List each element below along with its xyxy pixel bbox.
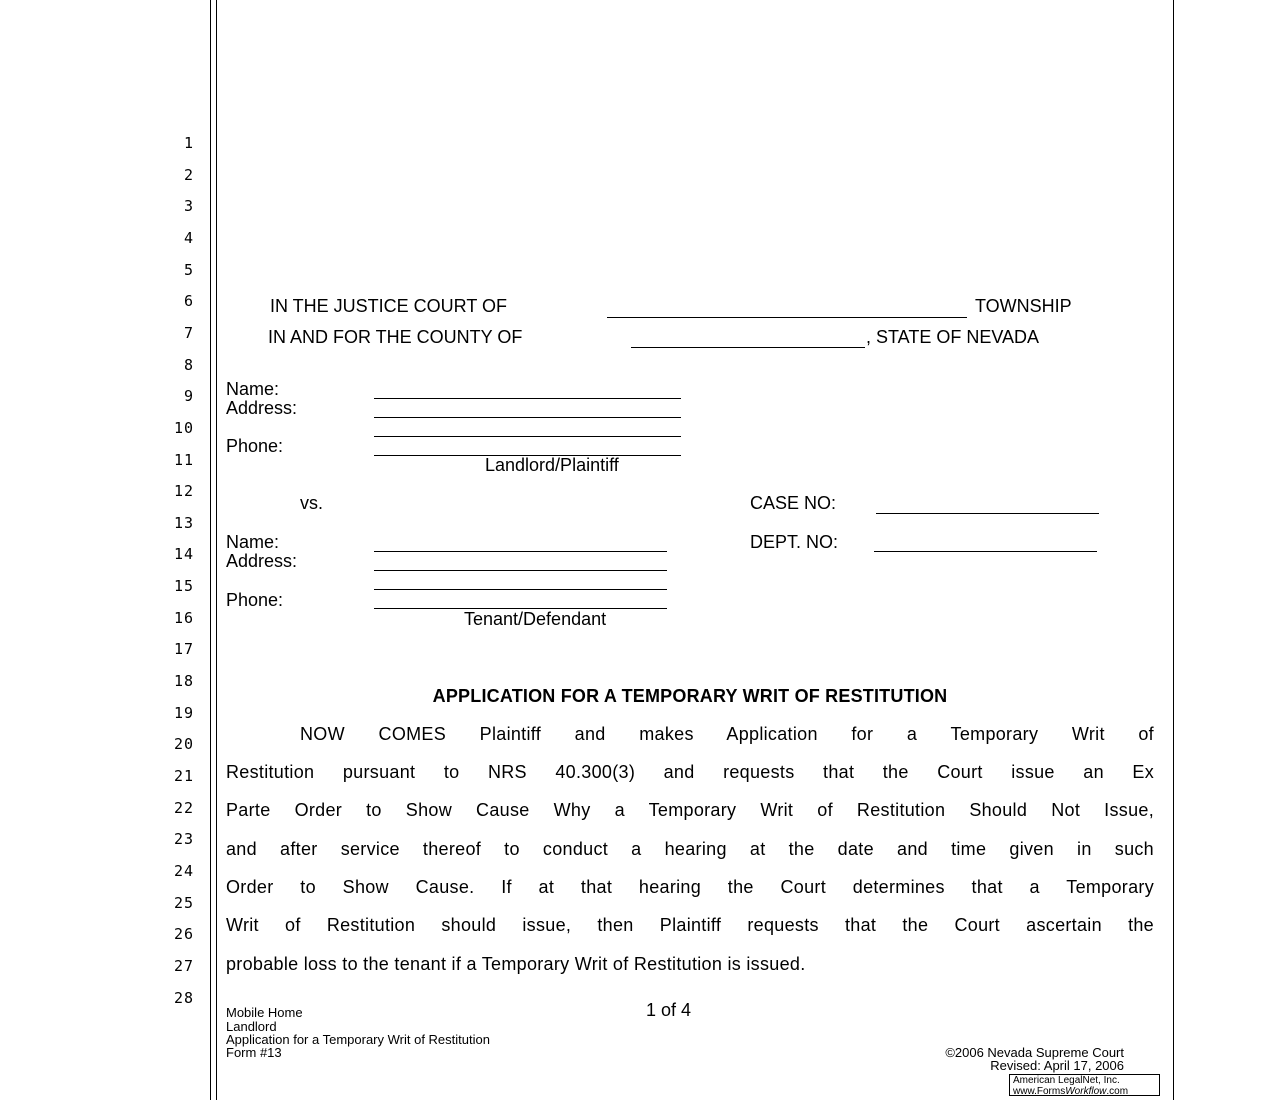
court-line-1-suffix: TOWNSHIP (975, 296, 1072, 316)
line-number: 22 (173, 798, 194, 817)
line-number: 26 (173, 925, 194, 944)
line-number: 15 (173, 577, 194, 596)
footer-left-1: Mobile Home (226, 1005, 303, 1020)
line-number: 23 (173, 830, 194, 849)
line-number: 9 (183, 387, 194, 406)
left-margin-rule-outer (210, 0, 211, 1100)
line-number: 18 (173, 672, 194, 691)
plaintiff-phone-label: Phone: (226, 436, 284, 456)
line-number: 10 (173, 418, 194, 437)
court-line-2-prefix: IN AND FOR THE COUNTY OF (268, 327, 523, 347)
plaintiff-address-label: Address: (226, 398, 298, 418)
publisher-name: American LegalNet, Inc. (1013, 1075, 1120, 1086)
line-number: 12 (173, 482, 194, 501)
footer-copyright: ©2006 Nevada Supreme Court (945, 1045, 1124, 1060)
document-title: APPLICATION FOR A TEMPORARY WRIT OF RESTITUTION (432, 686, 948, 706)
body-line-7: probable loss to the tenant if a Temporary Writ of Restitution is issued. (226, 954, 806, 974)
footer-left-4: Form #13 (226, 1045, 282, 1060)
line-number: 25 (173, 893, 194, 912)
footer-revised: Revised: April 17, 2006 (990, 1058, 1124, 1073)
body-line-6: Writ of Restitution should issue, then Plaintiff requests that the Court ascertain the (226, 915, 1154, 935)
defendant-address-field-2[interactable] (374, 589, 667, 590)
footer-left-3: Application for a Temporary Writ of Restitution (226, 1032, 490, 1047)
case-no-field[interactable] (876, 513, 1099, 514)
line-number: 27 (173, 956, 194, 975)
publisher-badge (1009, 1074, 1160, 1096)
county-blank (631, 347, 865, 348)
plaintiff-name-field[interactable] (374, 398, 681, 399)
plaintiff-address-field-2[interactable] (374, 436, 681, 437)
line-number: 11 (173, 450, 194, 469)
line-number: 19 (173, 703, 194, 722)
defendant-phone-label: Phone: (226, 590, 284, 610)
page-number: 1 of 4 (646, 1000, 692, 1020)
line-number: 13 (173, 513, 194, 532)
township-blank (607, 317, 967, 318)
footer-left-2: Landlord (226, 1019, 277, 1034)
publisher-url: www.FormsWorkflow.com (1013, 1086, 1129, 1097)
defendant-role-label: Tenant/Defendant (464, 609, 607, 629)
court-line-2-suffix: , STATE OF NEVADA (866, 327, 1040, 347)
line-number: 5 (183, 260, 194, 279)
body-line-4: and after service thereof to conduct a hearing at the date and time given in such (226, 839, 1154, 859)
body-line-1: NOW COMES Plaintiff and makes Application for a Temporary Writ of (300, 724, 1154, 744)
line-number: 14 (173, 545, 194, 564)
line-number: 16 (173, 608, 194, 627)
line-number: 3 (183, 197, 194, 216)
defendant-name-label: Name: (226, 532, 280, 552)
defendant-address-label: Address: (226, 551, 298, 571)
defendant-address-field-1[interactable] (374, 570, 667, 571)
left-margin-rule-inner (216, 0, 217, 1100)
dept-no-field[interactable] (874, 551, 1097, 552)
line-number: 21 (173, 767, 194, 785)
line-number: 7 (183, 323, 194, 342)
defendant-name-field[interactable] (374, 551, 667, 552)
body-line-2: Restitution pursuant to NRS 40.300(3) and requests that the Court issue an Ex (226, 762, 1154, 782)
line-number: 24 (173, 861, 194, 880)
dept-no-label: DEPT. NO: (750, 532, 839, 552)
line-number: 28 (173, 988, 194, 1007)
plaintiff-role-label: Landlord/Plaintiff (485, 455, 619, 475)
court-line-1-prefix: IN THE JUSTICE COURT OF (270, 296, 508, 316)
line-number: 20 (173, 735, 194, 754)
line-number: 4 (183, 228, 194, 247)
case-no-label: CASE NO: (750, 493, 837, 513)
right-margin-rule (1173, 0, 1174, 1100)
plaintiff-address-field-1[interactable] (374, 417, 681, 418)
line-number: 2 (183, 165, 194, 184)
line-number: 8 (183, 355, 194, 374)
line-number: 6 (183, 292, 194, 311)
plaintiff-name-label: Name: (226, 379, 280, 399)
body-line-5: Order to Show Cause. If at that hearing the Court determines that a Temporary (226, 877, 1154, 897)
line-number: 1 (183, 134, 194, 152)
versus-label: vs. (300, 493, 324, 513)
body-line-3: Parte Order to Show Cause Why a Temporary Writ of Restitution Should Not Issue, (226, 800, 1154, 820)
line-number: 17 (173, 640, 194, 659)
